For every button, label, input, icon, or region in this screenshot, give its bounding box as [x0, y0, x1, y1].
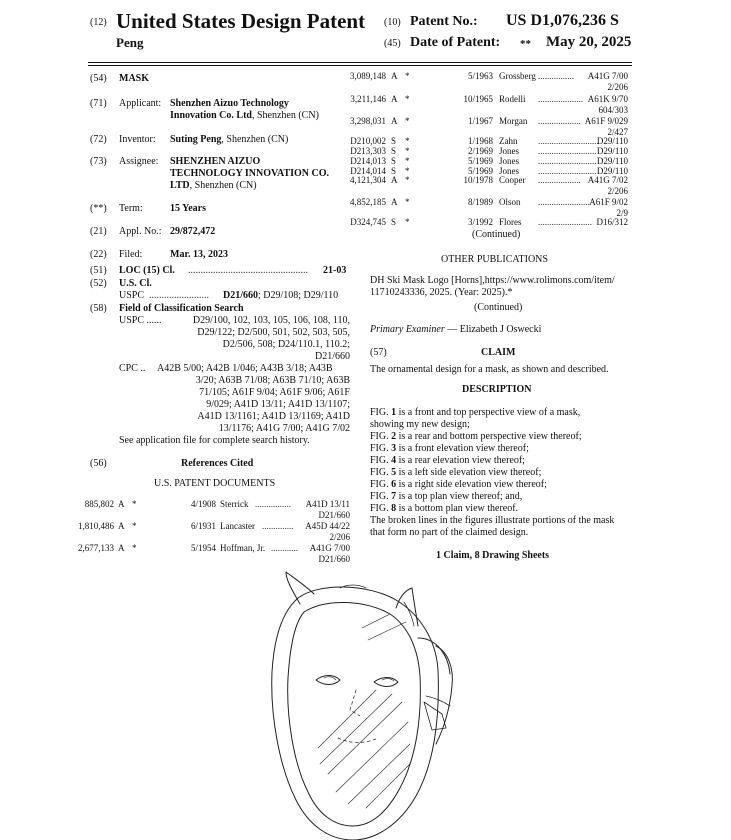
ref-star: * — [405, 217, 410, 227]
ref-kind: A — [118, 521, 125, 531]
ref-star: * — [132, 499, 137, 509]
fcs-cpc-line: 3/20; A63B 71/08; A63B 71/10; A63B — [195, 375, 350, 386]
ref-star: * — [405, 166, 410, 176]
ref-class2: 2/206 — [329, 532, 350, 542]
claim-text: The ornamental design for a mask, as shown and described. — [370, 364, 609, 375]
ref-date: 8/1989 — [467, 197, 493, 207]
fcs-uspc-line: D29/100, 102, 103, 105, 106, 108, 110, — [192, 315, 350, 326]
ref-name: Rodelli — [499, 94, 526, 104]
ref-date: 5/1963 — [467, 71, 493, 81]
ref-class: A61F 9/02 — [589, 197, 628, 207]
ref-date: 5/1969 — [467, 166, 493, 176]
term-code: (**) — [90, 203, 107, 214]
table-row — [0, 543, 731, 567]
ref-dots: .......................... — [538, 166, 597, 176]
uscl-code: (52) — [90, 278, 107, 289]
inventor-label: Inventor: — [119, 134, 156, 145]
ref-name: Flores — [499, 217, 522, 227]
ref-number: 3,211,146 — [350, 94, 386, 104]
claim-heading: CLAIM — [481, 347, 516, 358]
ref-name: Hoffman, Jr. — [220, 543, 266, 553]
ref-kind: A — [391, 94, 398, 104]
refs-code: (56) — [90, 458, 107, 469]
description-line: showing my new design; — [370, 419, 470, 430]
description-line: FIG. 4 is a rear elevation view thereof; — [370, 455, 525, 466]
table-row — [0, 499, 731, 523]
fcs-cpc-first: A42B 5/00; A42B 1/046; A43B 3/18; A43B — [157, 363, 333, 374]
ref-class2: 2/9 — [616, 208, 628, 218]
ref-date: 5/1969 — [467, 156, 493, 166]
ref-star: * — [405, 197, 410, 207]
ref-kind: A — [391, 197, 398, 207]
ref-name: Jones — [499, 156, 519, 166]
ref-dots: ............ — [271, 543, 298, 553]
description-line: FIG. 1 is a front and top perspective view of a mask, — [370, 407, 581, 418]
fcs-cpc-line: A41D 13/1161; A41D 13/1169; A41D — [197, 411, 350, 422]
ref-kind: S — [391, 166, 397, 176]
applicant-code: (71) — [90, 98, 107, 109]
ref-star: * — [132, 543, 137, 553]
ref-class: A41D 13/11 — [305, 499, 350, 509]
fcs-cpc-line: 13/1176; A41G 7/00; A41G 7/02 — [218, 423, 350, 434]
assignee-line2: TECHNOLOGY INNOVATION CO. — [170, 168, 330, 179]
ref-date: 6/1931 — [190, 521, 216, 531]
fcs-uspc-line: D21/660 — [315, 351, 350, 362]
field-label: Field of Classification Search — [119, 303, 244, 314]
ref-dots: .......................... — [538, 146, 597, 156]
claims-sheets: 1 Claim, 8 Drawing Sheets — [436, 550, 550, 561]
fcs-uspc-block — [150, 315, 350, 363]
ref-name: Jones — [499, 146, 519, 156]
table-row — [0, 94, 731, 118]
ref-kind: A — [391, 116, 398, 126]
table-row — [0, 71, 731, 95]
ref-dots: ................... — [538, 116, 581, 126]
loc-code: (51) — [90, 265, 107, 276]
uspc-dots: ........................ — [149, 290, 209, 301]
patent-no-label: Patent No.: — [410, 14, 478, 29]
us-docs-heading: U.S. PATENT DOCUMENTS — [154, 478, 276, 489]
description-line: FIG. 8 is a bottom plan view thereof. — [370, 503, 519, 514]
applicant-label: Applicant: — [119, 98, 162, 109]
ref-class: D29/110 — [596, 156, 628, 166]
ref-name: Sterrick — [220, 499, 249, 509]
ref-dots: .......................... — [538, 156, 597, 166]
ref-class2: 604/303 — [598, 105, 628, 115]
description-line: FIG. 2 is a rear and bottom perspective view thereof; — [370, 431, 582, 442]
ref-class2: 2/206 — [607, 186, 628, 196]
header-rule — [88, 62, 632, 63]
description-line: FIG. 5 is a left side elevation view thereof; — [370, 467, 542, 478]
document-title: United States Design Patent — [116, 9, 366, 33]
description-heading: DESCRIPTION — [462, 384, 532, 395]
fcs-uspc-line: D2/506, 508; D24/110.1, 110.2; — [222, 339, 350, 350]
loc-value: 21-03 — [323, 265, 347, 276]
ref-kind: S — [391, 156, 397, 166]
ref-number: 2,677,133 — [78, 543, 114, 553]
ref-class: A45D 44/22 — [305, 521, 350, 531]
applicant-name: Shenzhen Aizuo Technology — [170, 98, 289, 109]
ref-number: 4,852,185 — [350, 197, 386, 207]
date-marker: ** — [520, 38, 531, 50]
description-line: FIG. 7 is a top plan view thereof; and, — [370, 491, 523, 502]
ref-star: * — [405, 146, 410, 156]
table-row — [0, 175, 731, 199]
header-rule-thin — [88, 65, 632, 66]
loc-dots: ................................................ — [188, 265, 308, 276]
ref-dots: ................ — [538, 71, 574, 81]
ref-star: * — [405, 156, 410, 166]
ref-dots: ................... — [538, 175, 581, 185]
num-45: (45) — [384, 38, 401, 49]
broken-lines-note: The broken lines in the figures illustrate portions of the mask — [370, 515, 615, 526]
ref-class: A61F 9/029 — [584, 116, 628, 126]
ref-class: A61K 9/70 — [587, 94, 628, 104]
ref-name: Lancaster — [220, 521, 255, 531]
ref-kind: S — [391, 146, 397, 156]
ref-dots: .................... — [538, 94, 583, 104]
ref-date: 2/1969 — [467, 146, 493, 156]
ref-name: Grossberg — [499, 71, 536, 81]
ref-number: D210,002 — [350, 136, 386, 146]
ref-number: 1,810,486 — [78, 521, 114, 531]
ref-number: 885,802 — [84, 499, 114, 509]
filed-label: Filed: — [119, 249, 143, 260]
ref-number: 3,298,031 — [350, 116, 386, 126]
ref-class: D29/110 — [596, 136, 628, 146]
ref-kind: A — [391, 175, 398, 185]
ref-name: Zahn — [499, 136, 518, 146]
description-line: FIG. 3 is a front elevation view thereof; — [370, 443, 529, 454]
other-publications-heading: OTHER PUBLICATIONS — [441, 254, 548, 265]
ref-star: * — [405, 116, 410, 126]
assignee-line3: LTD, Shenzhen (CN) — [170, 180, 257, 191]
description-block — [370, 407, 614, 539]
assignee-line1: SHENZHEN AIZUO — [170, 156, 261, 167]
ref-date: 5/1954 — [190, 543, 216, 553]
fcs-uspc-prefix: USPC ...... — [119, 315, 162, 326]
field-code: (58) — [90, 303, 107, 314]
ref-kind: A — [118, 543, 125, 553]
ref-kind: S — [391, 136, 397, 146]
ref-dots: .............. — [262, 521, 294, 531]
ref-star: * — [405, 136, 410, 146]
uspc-label: USPC — [119, 290, 145, 301]
table-row — [0, 217, 731, 229]
claim-code: (57) — [370, 347, 387, 358]
primary-examiner: Primary Examiner — Elizabeth J Oswecki — [370, 324, 542, 335]
ref-date: 3/1992 — [467, 217, 493, 227]
fcs-cpc-line: 9/029; A41D 13/11; A41D 13/1107; — [206, 399, 350, 410]
ref-class2: D21/660 — [318, 510, 350, 520]
ref-date: 10/1965 — [463, 94, 493, 104]
ref-date: 10/1978 — [463, 175, 493, 185]
ref-dots: ........................ — [538, 217, 592, 227]
ref-number: D214,013 — [350, 156, 386, 166]
ref-class: D29/110 — [596, 146, 628, 156]
loc-label: LOC (15) Cl. — [119, 265, 175, 276]
design-title: MASK — [119, 73, 149, 84]
ref-dots: ................ — [255, 499, 291, 509]
title-code: (54) — [90, 73, 107, 84]
ref-star: * — [132, 521, 137, 531]
ref-number: 4,121,304 — [350, 175, 386, 185]
appl-number: 29/872,472 — [170, 226, 216, 237]
num-12: (12) — [90, 17, 107, 28]
mask-drawing-figure — [258, 568, 468, 840]
patent-number: US D1,076,236 S — [506, 12, 619, 29]
ref-kind: A — [391, 71, 398, 81]
table-row — [0, 521, 731, 545]
term-value: 15 Years — [170, 203, 207, 214]
publication-line1: DH Ski Mask Logo [Horns],https://www.rolimons.com/item/ — [370, 275, 615, 286]
inventor-surname: Peng — [116, 35, 144, 50]
ref-dots: ........................... — [538, 136, 599, 146]
ref-name: Olson — [499, 197, 521, 207]
assignee-label: Assignee: — [119, 156, 159, 167]
assignee-code: (73) — [90, 156, 107, 167]
patent-date: May 20, 2025 — [546, 34, 632, 50]
filed-code: (22) — [90, 249, 107, 260]
inventor-code: (72) — [90, 134, 107, 145]
ref-name: Morgan — [499, 116, 528, 126]
ref-kind: S — [391, 217, 397, 227]
description-line: FIG. 6 is a right side elevation view thereof; — [370, 479, 547, 490]
fcs-cpc-prefix: CPC .. — [119, 363, 146, 374]
term-label: Term: — [119, 203, 143, 214]
filed-date: Mar. 13, 2023 — [170, 249, 228, 260]
see-application: See application file for complete search history. — [119, 435, 310, 446]
ref-class: A41G 7/00 — [587, 71, 628, 81]
uspc-values: D21/660; D29/108; D29/110 — [223, 290, 339, 301]
inventor-name: Suting Peng, Shenzhen (CN) — [170, 134, 289, 145]
date-label: Date of Patent: — [410, 35, 501, 50]
mask-faceplate — [288, 602, 421, 826]
uscl-label: U.S. Cl. — [119, 278, 152, 289]
broken-lines-note: that form no part of the claimed design. — [370, 527, 529, 538]
ref-name: Cooper — [499, 175, 526, 185]
ref-class2: D21/660 — [318, 554, 350, 564]
fcs-cpc-line: 71/105; A61F 9/04; A61F 9/06; A61F — [199, 387, 350, 398]
ref-number: D324,745 — [350, 217, 386, 227]
ref-class2: 2/427 — [607, 127, 628, 137]
ref-class: A41G 7/00 — [309, 543, 350, 553]
applicant-line2: Innovation Co. Ltd, Shenzhen (CN) — [170, 110, 319, 121]
ref-number: D213,303 — [350, 146, 386, 156]
ref-star: * — [405, 175, 410, 185]
fcs-uspc-line: D29/122; D2/500, 501, 502, 503, 505, — [197, 327, 350, 338]
continued-1: (Continued) — [472, 229, 521, 240]
ref-date: 1/1967 — [467, 116, 493, 126]
ref-star: * — [405, 94, 410, 104]
continued-2: (Continued) — [474, 302, 523, 313]
refs-heading: References Cited — [181, 458, 254, 469]
ref-dots: ....................... — [538, 197, 590, 207]
ref-number: D214,014 — [350, 166, 386, 176]
ref-number: 3,089,148 — [350, 71, 386, 81]
fcs-cpc-block — [150, 375, 350, 435]
appl-label: Appl. No.: — [119, 226, 162, 237]
ref-date: 1/1968 — [467, 136, 493, 146]
ref-class2: 2/206 — [607, 82, 628, 92]
ref-class: D16/312 — [596, 217, 628, 227]
ref-class: D29/110 — [596, 166, 628, 176]
publication-line2: 11710243336, 2025. (Year: 2025).* — [370, 287, 513, 298]
num-10: (10) — [384, 17, 401, 28]
left-horn — [286, 572, 314, 604]
appl-code: (21) — [90, 226, 107, 237]
ref-date: 4/1908 — [190, 499, 216, 509]
ref-star: * — [405, 71, 410, 81]
ref-class: A41G 7/02 — [587, 175, 628, 185]
ref-kind: A — [118, 499, 125, 509]
ref-name: Jones — [499, 166, 519, 176]
